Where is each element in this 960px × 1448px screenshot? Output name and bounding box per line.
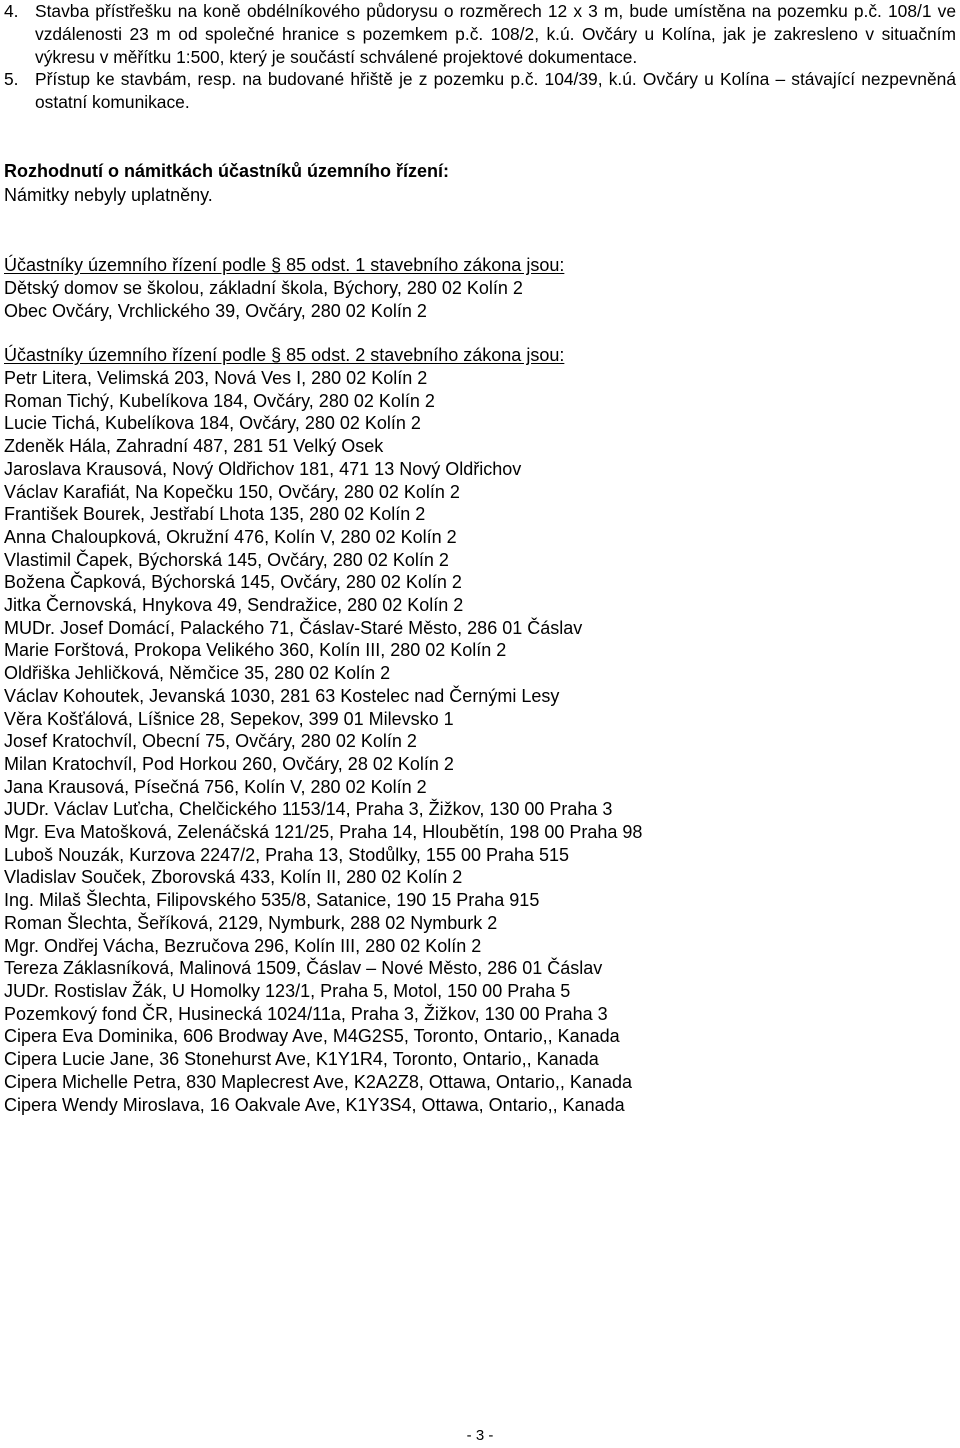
condition-item-4 <box>4 0 956 68</box>
participant-entry: Cipera Wendy Miroslava, 16 Oakvale Ave, K1Y3S4, Ottawa, Ontario,, Kanada <box>4 1094 625 1115</box>
page-number: - 3 - <box>466 1427 494 1444</box>
participant-entry: Zdeněk Hála, Zahradní 487, 281 51 Velký Osek <box>4 436 384 457</box>
condition-number: 5. <box>4 69 19 90</box>
participants-heading-2: Účastníky územního řízení podle § 85 odst. 2 stavebního zákona jsou: <box>4 345 565 365</box>
participant-entry: JUDr. Rostislav Žák, U Homolky 123/1, Praha 5, Motol, 150 00 Praha 5 <box>4 980 571 1001</box>
decision-title: Rozhodnutí o námitkách účastníků územního řízení: <box>4 161 450 181</box>
document-page <box>4 0 956 1115</box>
participant-entry: Lucie Tichá, Kubelíkova 184, Ovčáry, 280 02 Kolín 2 <box>4 413 421 434</box>
participant-entry: Cipera Eva Dominika, 606 Brodway Ave, M4G2S5, Toronto, Ontario,, Kanada <box>4 1026 620 1047</box>
participant-entry: Luboš Nouzák, Kurzova 2247/2, Praha 13, Stodůlky, 155 00 Praha 515 <box>4 844 570 865</box>
decision-body: Námitky nebyly uplatněny. <box>4 185 213 205</box>
participant-entry: Petr Litera, Velimská 203, Nová Ves I, 280 02 Kolín 2 <box>4 368 428 388</box>
participant-entry: František Bourek, Jestřabí Lhota 135, 280 02 Kolín 2 <box>4 504 426 525</box>
participant-entry: Jitka Černovská, Hnykova 49, Sendražice, 280 02 Kolín 2 <box>4 595 464 616</box>
participant-entry: Oldřiška Jehličková, Němčice 35, 280 02 Kolín 2 <box>4 663 391 684</box>
participant-entry: Roman Šlechta, Šeříková, 2129, Nymburk, 288 02 Nymburk 2 <box>4 912 498 933</box>
participants-section-1 <box>4 253 956 322</box>
participant-entry: Věra Košťálová, Líšnice 28, Sepekov, 399 01 Milevsko 1 <box>4 708 454 729</box>
participant-entry: Obec Ovčáry, Vrchlického 39, Ovčáry, 280 02 Kolín 2 <box>4 300 427 321</box>
participant-entry: Pozemkový fond ČR, Husinecká 1024/11a, Praha 3, Žižkov, 130 00 Praha 3 <box>4 1003 608 1024</box>
participant-entry: Mgr. Ondřej Vácha, Bezručova 296, Kolín III, 280 02 Kolín 2 <box>4 935 482 956</box>
participant-entry: MUDr. Josef Domácí, Palackého 71, Čáslav-Staré Město, 286 01 Čáslav <box>4 617 583 638</box>
participant-entry: Dětský domov se školou, základní škola, Býchory, 280 02 Kolín 2 <box>4 278 523 298</box>
participant-entry: Anna Chaloupková, Okružní 476, Kolín V, 280 02 Kolín 2 <box>4 526 457 547</box>
participant-entry: Milan Kratochvíl, Pod Horkou 260, Ovčáry, 28 02 Kolín 2 <box>4 753 454 774</box>
participant-entry: Jana Krausová, Písečná 756, Kolín V, 280 02 Kolín 2 <box>4 776 427 797</box>
condition-text: Stavba přístřešku na koně obdélníkového půdorysu o rozměrech 12 x 3 m, bude umístěna na pozemku p.č. 108/1 ve vzdálenosti 23 m od společné hranice s pozemkem p.č. 108/2, k.ú. Ovčáry u Kolína, jak je zakresleno v situačním výkresu v měřítku 1:500, který je součástí schválené projektové dokumentace. <box>35 1 956 67</box>
participants-section-2 <box>4 343 956 1116</box>
participant-entry: Ing. Milaš Šlechta, Filipovského 535/8, Satanice, 190 15 Praha 915 <box>4 890 540 911</box>
participant-entry: Václav Kohoutek, Jevanská 1030, 281 63 Kostelec nad Černými Lesy <box>4 685 560 706</box>
participant-entry: Božena Čapková, Býchorská 145, Ovčáry, 280 02 Kolín 2 <box>4 572 462 593</box>
condition-text: Přístup ke stavbám, resp. na budované hřiště je z pozemku p.č. 104/39, k.ú. Ovčáry u Kolína – stávající nezpevněná ostatní komunikace. <box>35 69 956 113</box>
participant-entry: Jaroslava Krausová, Nový Oldřichov 181, 471 13 Nový Oldřichov <box>4 458 522 479</box>
participant-entry: Marie Forštová, Prokopa Velikého 360, Kolín III, 280 02 Kolín 2 <box>4 640 507 661</box>
condition-number: 4. <box>4 1 19 21</box>
participant-entry: Tereza Záklasníková, Malinová 1509, Čáslav – Nové Město, 286 01 Čáslav <box>4 958 603 979</box>
participant-entry: JUDr. Václav Luťcha, Chelčického 1153/14, Praha 3, Žižkov, 130 00 Praha 3 <box>4 799 613 820</box>
participant-entry: Vlastimil Čapek, Býchorská 145, Ovčáry, 280 02 Kolín 2 <box>4 549 449 570</box>
conditions-list <box>4 0 956 114</box>
participant-entry: Vladislav Souček, Zborovská 433, Kolín II, 280 02 Kolín 2 <box>4 867 463 888</box>
decision-section <box>4 159 449 207</box>
participant-entry: Mgr. Eva Matošková, Zelenáčská 121/25, Praha 14, Hloubětín, 198 00 Praha 98 <box>4 822 643 843</box>
participant-entry: Cipera Lucie Jane, 36 Stonehurst Ave, K1Y1R4, Toronto, Ontario,, Kanada <box>4 1049 599 1070</box>
condition-item-5 <box>4 68 956 114</box>
participant-entry: Cipera Michelle Petra, 830 Maplecrest Ave, K2A2Z8, Ottawa, Ontario,, Kanada <box>4 1071 632 1092</box>
participants-heading-1: Účastníky územního řízení podle § 85 odst. 1 stavebního zákona jsou: <box>4 255 565 275</box>
participant-entry: Václav Karafiát, Na Kopečku 150, Ovčáry, 280 02 Kolín 2 <box>4 481 460 502</box>
participant-entry: Josef Kratochvíl, Obecní 75, Ovčáry, 280 02 Kolín 2 <box>4 731 417 752</box>
participant-entry: Roman Tichý, Kubelíkova 184, Ovčáry, 280 02 Kolín 2 <box>4 390 435 411</box>
